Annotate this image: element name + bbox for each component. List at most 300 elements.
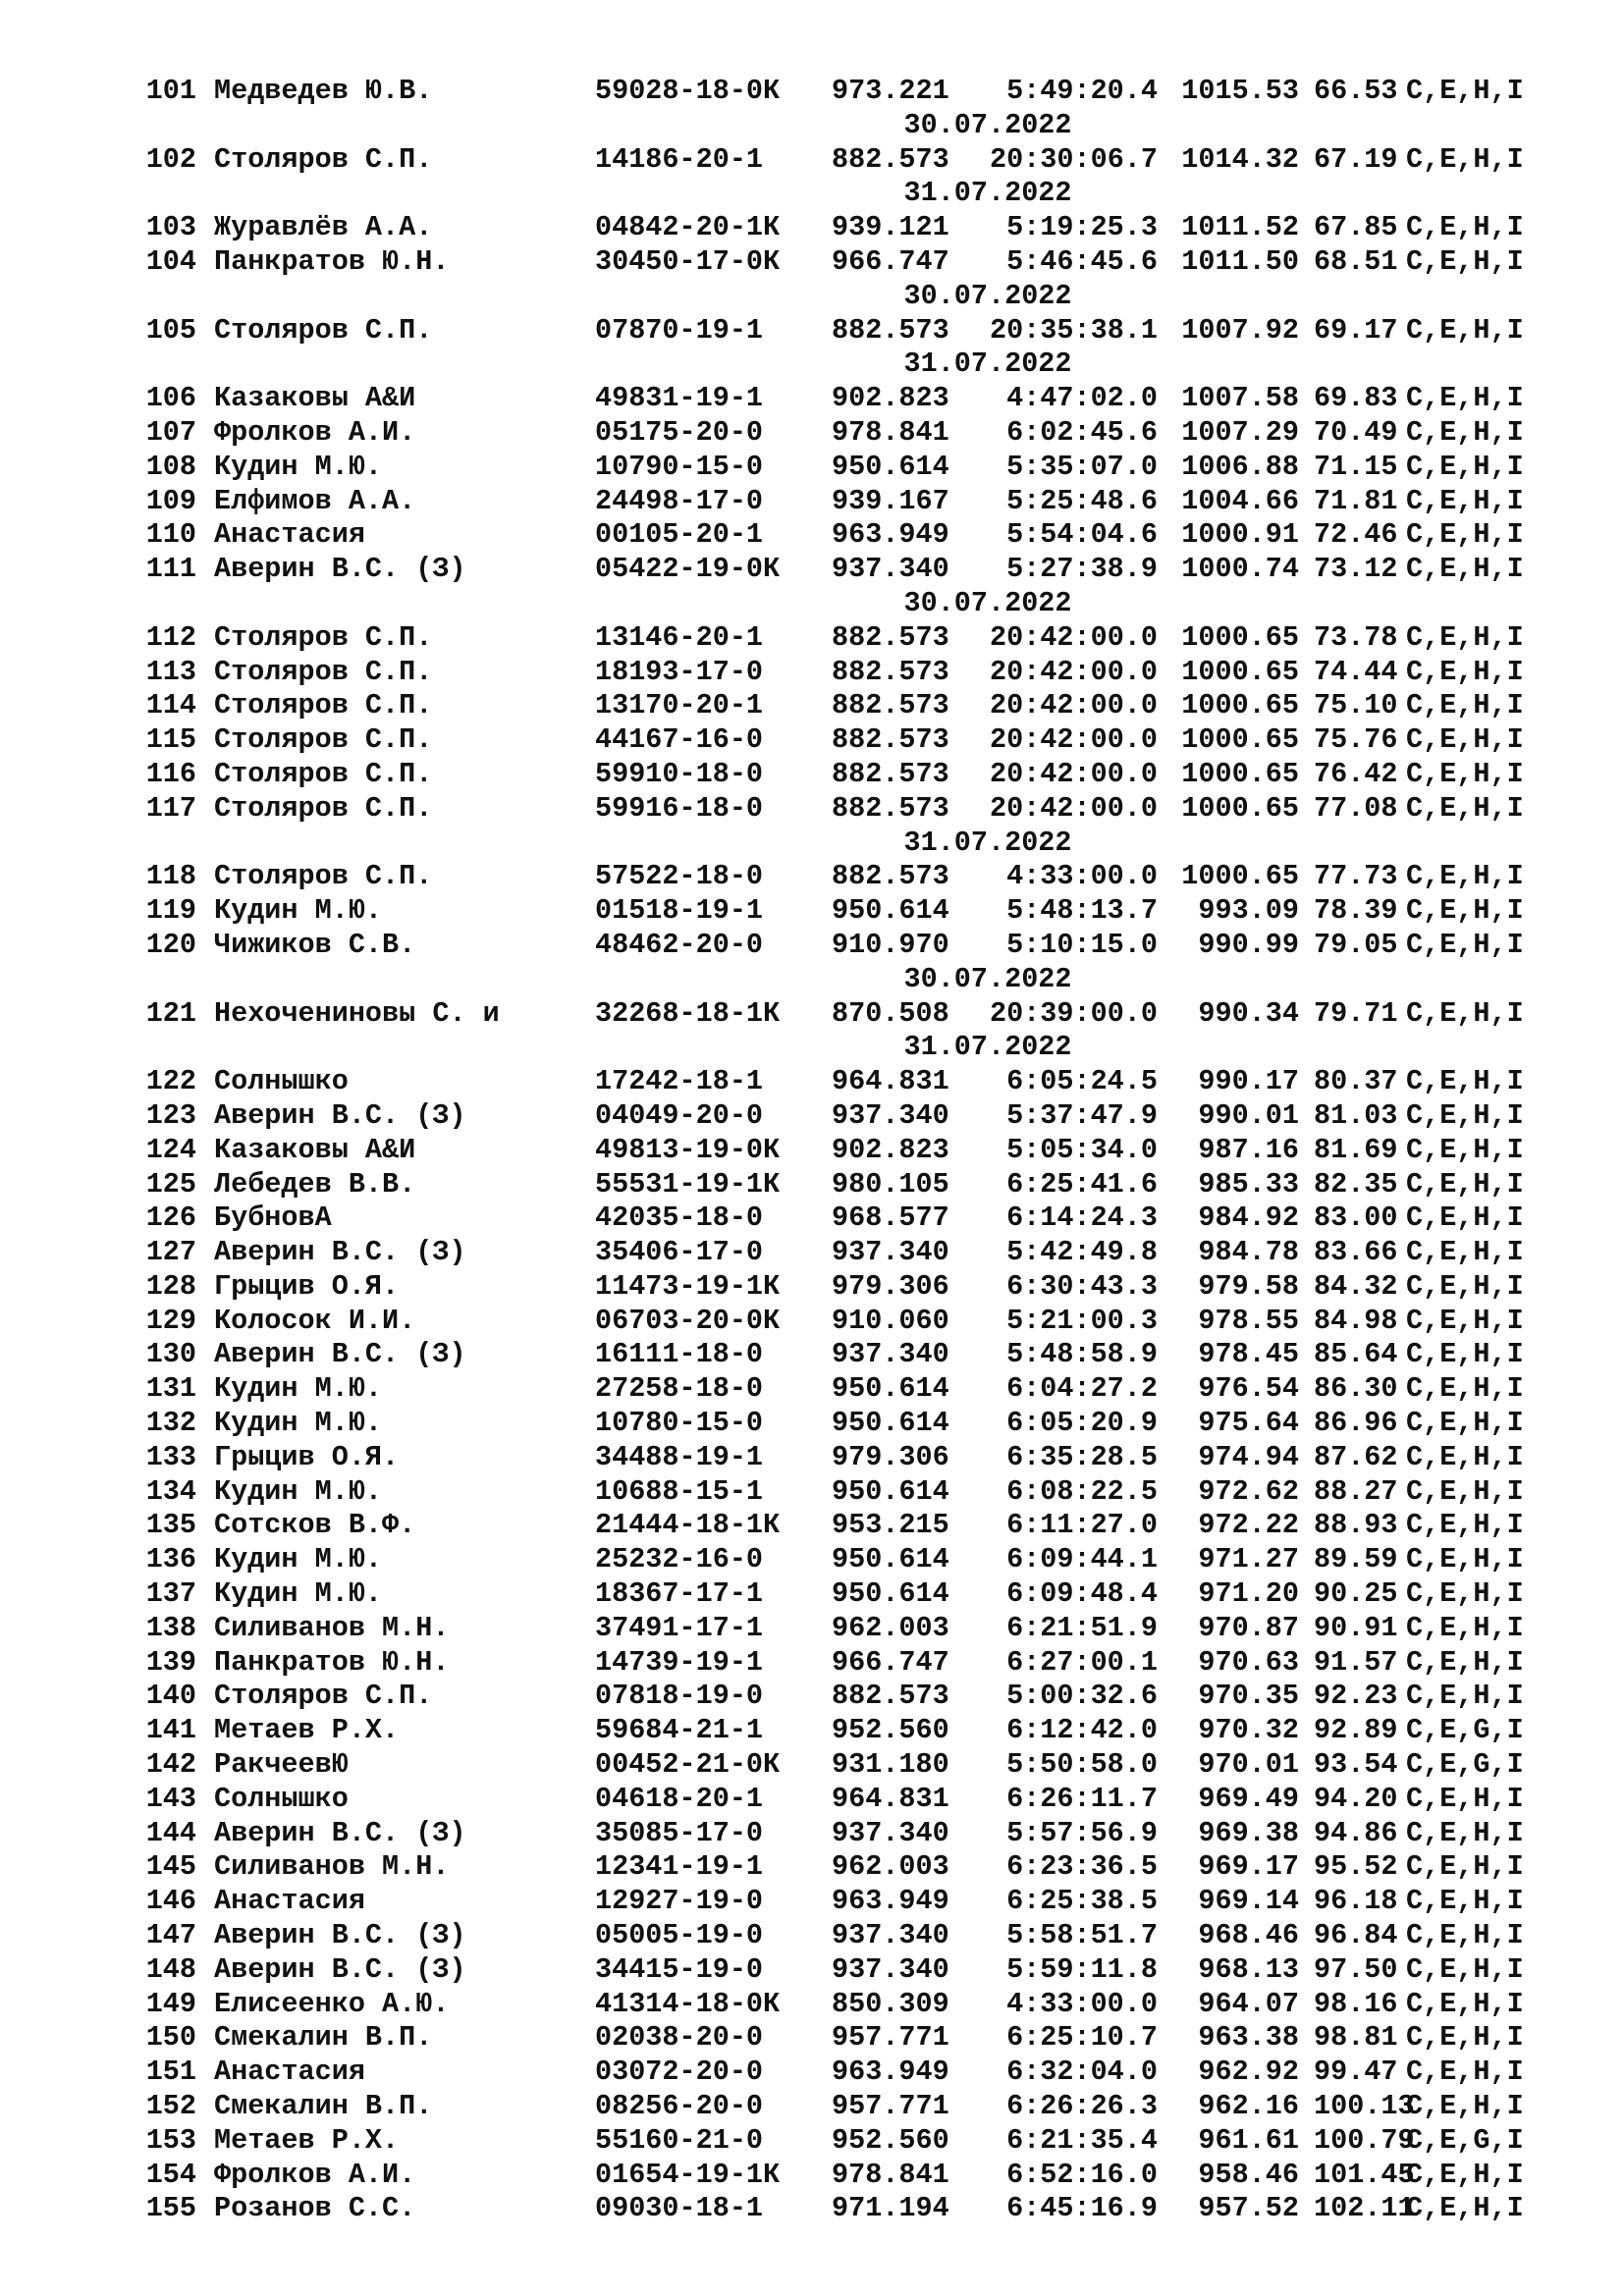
distance: 979.306 bbox=[832, 1269, 949, 1303]
coefficient: 76.42 bbox=[1314, 757, 1398, 790]
result-row bbox=[0, 1168, 1624, 1202]
date-separator bbox=[0, 827, 1624, 861]
category-codes: C,E,G,I bbox=[1406, 1714, 1524, 1747]
arrival-time: 6:12:42.0 bbox=[1006, 1714, 1158, 1747]
distance: 937.340 bbox=[832, 553, 949, 586]
coefficient: 90.91 bbox=[1314, 1611, 1398, 1644]
arrival-time: 5:35:07.0 bbox=[1006, 450, 1158, 483]
coefficient: 86.96 bbox=[1314, 1407, 1398, 1440]
speed: 969.49 bbox=[1198, 1782, 1299, 1815]
result-row bbox=[0, 758, 1624, 792]
coefficient: 100.79 bbox=[1314, 2123, 1415, 2157]
arrival-time: 6:05:24.5 bbox=[1006, 1065, 1158, 1098]
fancier-name: Аверин В.С. (З) bbox=[214, 1952, 466, 1986]
ring-number: 01654-19-1К bbox=[595, 2158, 781, 2191]
fancier-name: Кудин М.Ю. bbox=[214, 1543, 383, 1576]
speed: 968.13 bbox=[1198, 1952, 1299, 1986]
date-label: 30.07.2022 bbox=[903, 108, 1072, 141]
arrival-time: 6:26:26.3 bbox=[1006, 2090, 1158, 2123]
ring-number: 01518-19-1 bbox=[595, 894, 764, 928]
speed: 990.01 bbox=[1198, 1098, 1299, 1132]
distance: 971.194 bbox=[832, 2192, 949, 2225]
ring-number: 04618-20-1 bbox=[595, 1782, 764, 1815]
result-row bbox=[0, 2192, 1624, 2226]
distance: 962.003 bbox=[832, 1611, 949, 1644]
result-row bbox=[0, 1680, 1624, 1714]
row-number: 137 bbox=[145, 1577, 196, 1611]
result-row bbox=[0, 894, 1624, 929]
arrival-time: 6:11:27.0 bbox=[1006, 1509, 1158, 1542]
result-row bbox=[0, 314, 1624, 348]
speed: 1007.58 bbox=[1181, 382, 1299, 415]
ring-number: 35085-17-0 bbox=[595, 1816, 764, 1849]
ring-number: 12927-19-0 bbox=[595, 1885, 764, 1918]
row-number: 148 bbox=[145, 1952, 196, 1986]
distance: 950.614 bbox=[832, 1474, 949, 1508]
ring-number: 10780-15-0 bbox=[595, 1407, 764, 1440]
fancier-name: Кудин М.Ю. bbox=[214, 1577, 383, 1611]
fancier-name: Кудин М.Ю. bbox=[214, 894, 383, 928]
category-codes: C,E,H,I bbox=[1406, 1645, 1524, 1679]
result-row bbox=[0, 1305, 1624, 1339]
coefficient: 87.62 bbox=[1314, 1440, 1398, 1473]
distance: 937.340 bbox=[832, 1816, 949, 1849]
coefficient: 68.51 bbox=[1314, 244, 1398, 278]
date-separator bbox=[0, 587, 1624, 621]
result-row bbox=[0, 723, 1624, 758]
ring-number: 18367-17-1 bbox=[595, 1577, 764, 1611]
speed: 978.55 bbox=[1198, 1304, 1299, 1337]
row-number: 141 bbox=[145, 1714, 196, 1747]
result-row bbox=[0, 75, 1624, 109]
result-row bbox=[0, 1201, 1624, 1236]
coefficient: 67.85 bbox=[1314, 211, 1398, 244]
result-row bbox=[0, 1372, 1624, 1407]
fancier-name: Фролков А.И. bbox=[214, 2158, 416, 2191]
coefficient: 66.53 bbox=[1314, 75, 1398, 107]
ring-number: 03072-20-0 bbox=[595, 2056, 764, 2089]
row-number: 131 bbox=[145, 1372, 196, 1406]
category-codes: C,E,H,I bbox=[1406, 1236, 1524, 1269]
speed: 969.17 bbox=[1198, 1850, 1299, 1884]
coefficient: 71.15 bbox=[1314, 450, 1398, 483]
category-codes: C,E,H,I bbox=[1406, 1098, 1524, 1132]
arrival-time: 6:30:43.3 bbox=[1006, 1269, 1158, 1303]
speed: 969.14 bbox=[1198, 1885, 1299, 1918]
date-separator bbox=[0, 347, 1624, 382]
speed: 1011.52 bbox=[1181, 211, 1299, 244]
row-number: 146 bbox=[145, 1885, 196, 1918]
arrival-time: 20:35:38.1 bbox=[989, 313, 1158, 347]
row-number: 123 bbox=[145, 1098, 196, 1132]
result-row bbox=[0, 1270, 1624, 1305]
distance: 950.614 bbox=[832, 1407, 949, 1440]
coefficient: 73.12 bbox=[1314, 553, 1398, 586]
category-codes: C,E,H,I bbox=[1406, 211, 1524, 244]
row-number: 139 bbox=[145, 1645, 196, 1679]
arrival-time: 6:14:24.3 bbox=[1006, 1201, 1158, 1235]
category-codes: C,E,H,I bbox=[1406, 518, 1524, 552]
ring-number: 13170-20-1 bbox=[595, 689, 764, 722]
distance: 937.340 bbox=[832, 1952, 949, 1986]
fancier-name: Столяров С.П. bbox=[214, 689, 433, 722]
row-number: 116 bbox=[145, 757, 196, 790]
coefficient: 79.71 bbox=[1314, 996, 1398, 1030]
coefficient: 95.52 bbox=[1314, 1850, 1398, 1884]
distance: 966.747 bbox=[832, 1645, 949, 1679]
row-number: 128 bbox=[145, 1269, 196, 1303]
row-number: 151 bbox=[145, 2056, 196, 2089]
row-number: 152 bbox=[145, 2090, 196, 2123]
coefficient: 72.46 bbox=[1314, 518, 1398, 552]
category-codes: C,E,H,I bbox=[1406, 1850, 1524, 1884]
fancier-name: Столяров С.П. bbox=[214, 860, 433, 893]
arrival-time: 6:25:38.5 bbox=[1006, 1885, 1158, 1918]
speed: 1000.65 bbox=[1181, 757, 1299, 790]
row-number: 154 bbox=[145, 2158, 196, 2191]
speed: 1000.65 bbox=[1181, 689, 1299, 722]
speed: 993.09 bbox=[1198, 894, 1299, 928]
fancier-name: Медведев Ю.В. bbox=[214, 75, 433, 107]
speed: 970.35 bbox=[1198, 1680, 1299, 1713]
arrival-time: 4:33:00.0 bbox=[1006, 1987, 1158, 2020]
coefficient: 84.32 bbox=[1314, 1269, 1398, 1303]
distance: 882.573 bbox=[832, 620, 949, 654]
speed: 971.20 bbox=[1198, 1577, 1299, 1611]
distance: 952.560 bbox=[832, 2123, 949, 2157]
distance: 950.614 bbox=[832, 450, 949, 483]
category-codes: C,E,H,I bbox=[1406, 1987, 1524, 2020]
coefficient: 77.73 bbox=[1314, 860, 1398, 893]
row-number: 153 bbox=[145, 2123, 196, 2157]
category-codes: C,E,H,I bbox=[1406, 860, 1524, 893]
distance: 939.167 bbox=[832, 484, 949, 517]
arrival-time: 5:46:45.6 bbox=[1006, 244, 1158, 278]
category-codes: C,E,H,I bbox=[1406, 382, 1524, 415]
speed: 984.78 bbox=[1198, 1236, 1299, 1269]
row-number: 105 bbox=[145, 313, 196, 347]
speed: 970.01 bbox=[1198, 1748, 1299, 1782]
distance: 882.573 bbox=[832, 860, 949, 893]
category-codes: C,E,H,I bbox=[1406, 142, 1524, 176]
distance: 952.560 bbox=[832, 1714, 949, 1747]
distance: 882.573 bbox=[832, 689, 949, 722]
category-codes: C,E,H,I bbox=[1406, 620, 1524, 654]
distance: 870.508 bbox=[832, 996, 949, 1030]
distance: 964.831 bbox=[832, 1782, 949, 1815]
row-number: 117 bbox=[145, 791, 196, 825]
coefficient: 73.78 bbox=[1314, 620, 1398, 654]
fancier-name: Аверин В.С. (З) bbox=[214, 1816, 466, 1849]
arrival-time: 6:04:27.2 bbox=[1006, 1372, 1158, 1406]
speed: 987.16 bbox=[1198, 1133, 1299, 1166]
result-row bbox=[0, 997, 1624, 1032]
result-row bbox=[0, 1236, 1624, 1270]
speed: 978.45 bbox=[1198, 1338, 1299, 1371]
row-number: 133 bbox=[145, 1440, 196, 1473]
fancier-name: Елисеенко А.Ю. bbox=[214, 1987, 450, 2020]
category-codes: C,E,H,I bbox=[1406, 313, 1524, 347]
category-codes: C,E,H,I bbox=[1406, 2090, 1524, 2123]
row-number: 135 bbox=[145, 1509, 196, 1542]
speed: 970.32 bbox=[1198, 1714, 1299, 1747]
distance: 957.771 bbox=[832, 2021, 949, 2055]
distance: 939.121 bbox=[832, 211, 949, 244]
distance: 902.823 bbox=[832, 382, 949, 415]
arrival-time: 5:21:00.3 bbox=[1006, 1304, 1158, 1337]
ring-number: 25232-16-0 bbox=[595, 1543, 764, 1576]
category-codes: C,E,H,I bbox=[1406, 1611, 1524, 1644]
fancier-name: Смекалин В.П. bbox=[214, 2021, 433, 2055]
row-number: 112 bbox=[145, 620, 196, 654]
arrival-time: 6:05:20.9 bbox=[1006, 1407, 1158, 1440]
distance: 910.060 bbox=[832, 1304, 949, 1337]
coefficient: 77.08 bbox=[1314, 791, 1398, 825]
ring-number: 37491-17-1 bbox=[595, 1611, 764, 1644]
arrival-time: 5:58:51.7 bbox=[1006, 1919, 1158, 1952]
result-row bbox=[0, 1850, 1624, 1885]
arrival-time: 5:27:38.9 bbox=[1006, 553, 1158, 586]
fancier-name: Казаковы А&И bbox=[214, 382, 416, 415]
ring-number: 07818-19-0 bbox=[595, 1680, 764, 1713]
category-codes: C,E,H,I bbox=[1406, 75, 1524, 107]
speed: 970.63 bbox=[1198, 1645, 1299, 1679]
fancier-name: Кудин М.Ю. bbox=[214, 450, 383, 483]
ring-number: 08256-20-0 bbox=[595, 2090, 764, 2123]
fancier-name: Грыцив О.Я. bbox=[214, 1440, 400, 1473]
coefficient: 101.45 bbox=[1314, 2158, 1415, 2191]
speed: 971.27 bbox=[1198, 1543, 1299, 1576]
fancier-name: Солнышко bbox=[214, 1782, 349, 1815]
speed: 1015.53 bbox=[1181, 75, 1299, 107]
result-row bbox=[0, 1988, 1624, 2022]
arrival-time: 5:25:48.6 bbox=[1006, 484, 1158, 517]
category-codes: C,E,H,I bbox=[1406, 1269, 1524, 1303]
category-codes: C,E,H,I bbox=[1406, 1816, 1524, 1849]
row-number: 144 bbox=[145, 1816, 196, 1849]
category-codes: C,E,H,I bbox=[1406, 1407, 1524, 1440]
ring-number: 18193-17-0 bbox=[595, 655, 764, 688]
ring-number: 04049-20-0 bbox=[595, 1098, 764, 1132]
ring-number: 42035-18-0 bbox=[595, 1201, 764, 1235]
speed: 979.58 bbox=[1198, 1269, 1299, 1303]
speed: 1000.65 bbox=[1181, 791, 1299, 825]
result-row bbox=[0, 1577, 1624, 1612]
arrival-time: 20:42:00.0 bbox=[989, 620, 1158, 654]
speed: 984.92 bbox=[1198, 1201, 1299, 1235]
coefficient: 92.23 bbox=[1314, 1680, 1398, 1713]
coefficient: 69.17 bbox=[1314, 313, 1398, 347]
speed: 1000.74 bbox=[1181, 553, 1299, 586]
category-codes: C,E,H,I bbox=[1406, 723, 1524, 757]
distance: 882.573 bbox=[832, 723, 949, 757]
fancier-name: Чижиков С.В. bbox=[214, 928, 416, 961]
result-row bbox=[0, 2021, 1624, 2056]
row-number: 124 bbox=[145, 1133, 196, 1166]
arrival-time: 5:37:47.9 bbox=[1006, 1098, 1158, 1132]
fancier-name: Кудин М.Ю. bbox=[214, 1407, 383, 1440]
coefficient: 84.98 bbox=[1314, 1304, 1398, 1337]
result-row bbox=[0, 485, 1624, 519]
date-separator bbox=[0, 280, 1624, 314]
ring-number: 35406-17-0 bbox=[595, 1236, 764, 1269]
row-number: 107 bbox=[145, 415, 196, 449]
distance: 950.614 bbox=[832, 894, 949, 928]
distance: 950.614 bbox=[832, 1372, 949, 1406]
arrival-time: 6:21:51.9 bbox=[1006, 1611, 1158, 1644]
fancier-name: Силиванов М.Н. bbox=[214, 1850, 450, 1884]
fancier-name: БубновА bbox=[214, 1201, 332, 1235]
ring-number: 49813-19-0К bbox=[595, 1133, 781, 1166]
category-codes: C,E,G,I bbox=[1406, 1748, 1524, 1782]
fancier-name: Грыцив О.Я. bbox=[214, 1269, 400, 1303]
distance: 966.747 bbox=[832, 244, 949, 278]
result-row bbox=[0, 1543, 1624, 1577]
speed: 1000.65 bbox=[1181, 655, 1299, 688]
speed: 964.07 bbox=[1198, 1987, 1299, 2020]
category-codes: C,E,H,I bbox=[1406, 2056, 1524, 2089]
coefficient: 83.66 bbox=[1314, 1236, 1398, 1269]
distance: 937.340 bbox=[832, 1338, 949, 1371]
fancier-name: РакчеевЮ bbox=[214, 1748, 349, 1782]
category-codes: C,E,H,I bbox=[1406, 484, 1524, 517]
result-row bbox=[0, 1065, 1624, 1099]
category-codes: C,E,H,I bbox=[1406, 928, 1524, 961]
result-row bbox=[0, 1099, 1624, 1134]
ring-number: 32268-18-1К bbox=[595, 996, 781, 1030]
speed: 1007.92 bbox=[1181, 313, 1299, 347]
arrival-time: 20:30:06.7 bbox=[989, 142, 1158, 176]
date-label: 30.07.2022 bbox=[903, 586, 1072, 619]
category-codes: C,E,H,I bbox=[1406, 1782, 1524, 1815]
result-row bbox=[0, 2090, 1624, 2124]
arrival-time: 5:48:13.7 bbox=[1006, 894, 1158, 928]
ring-number: 10790-15-0 bbox=[595, 450, 764, 483]
arrival-time: 6:26:11.7 bbox=[1006, 1782, 1158, 1815]
ring-number: 17242-18-1 bbox=[595, 1065, 764, 1098]
row-number: 101 bbox=[145, 75, 196, 107]
distance: 979.306 bbox=[832, 1440, 949, 1473]
distance: 964.831 bbox=[832, 1065, 949, 1098]
coefficient: 71.81 bbox=[1314, 484, 1398, 517]
arrival-time: 5:48:58.9 bbox=[1006, 1338, 1158, 1371]
arrival-time: 5:00:32.6 bbox=[1006, 1680, 1158, 1713]
category-codes: C,E,H,I bbox=[1406, 450, 1524, 483]
coefficient: 96.18 bbox=[1314, 1885, 1398, 1918]
row-number: 136 bbox=[145, 1543, 196, 1576]
distance: 950.614 bbox=[832, 1543, 949, 1576]
fancier-name: Казаковы А&И bbox=[214, 1133, 416, 1166]
distance: 931.180 bbox=[832, 1748, 949, 1782]
arrival-time: 6:27:00.1 bbox=[1006, 1645, 1158, 1679]
fancier-name: Панкратов Ю.Н. bbox=[214, 244, 450, 278]
result-row bbox=[0, 1134, 1624, 1168]
arrival-time: 6:23:36.5 bbox=[1006, 1850, 1158, 1884]
arrival-time: 5:54:04.6 bbox=[1006, 518, 1158, 552]
category-codes: C,E,H,I bbox=[1406, 1919, 1524, 1952]
speed: 974.94 bbox=[1198, 1440, 1299, 1473]
date-label: 30.07.2022 bbox=[903, 962, 1072, 995]
speed: 976.54 bbox=[1198, 1372, 1299, 1406]
fancier-name: Аверин В.С. (З) bbox=[214, 1919, 466, 1952]
coefficient: 85.64 bbox=[1314, 1338, 1398, 1371]
ring-number: 59028-18-0К bbox=[595, 75, 781, 107]
distance: 962.003 bbox=[832, 1850, 949, 1884]
coefficient: 81.03 bbox=[1314, 1098, 1398, 1132]
speed: 1000.65 bbox=[1181, 723, 1299, 757]
ring-number: 41314-18-0К bbox=[595, 1987, 781, 2020]
ring-number: 05175-20-0 bbox=[595, 415, 764, 449]
fancier-name: Столяров С.П. bbox=[214, 313, 433, 347]
fancier-name: Аверин В.С. (З) bbox=[214, 553, 466, 586]
row-number: 129 bbox=[145, 1304, 196, 1337]
distance: 882.573 bbox=[832, 1680, 949, 1713]
coefficient: 75.10 bbox=[1314, 689, 1398, 722]
ring-number: 04842-20-1К bbox=[595, 211, 781, 244]
coefficient: 78.39 bbox=[1314, 894, 1398, 928]
result-row bbox=[0, 1338, 1624, 1372]
row-number: 114 bbox=[145, 689, 196, 722]
fancier-name: Аверин В.С. (З) bbox=[214, 1338, 466, 1371]
coefficient: 90.25 bbox=[1314, 1577, 1398, 1611]
row-number: 132 bbox=[145, 1407, 196, 1440]
category-codes: C,E,H,I bbox=[1406, 1509, 1524, 1542]
result-row bbox=[0, 1475, 1624, 1510]
speed: 963.38 bbox=[1198, 2021, 1299, 2055]
result-row bbox=[0, 1919, 1624, 1953]
coefficient: 88.27 bbox=[1314, 1474, 1398, 1508]
distance: 850.309 bbox=[832, 1987, 949, 2020]
row-number: 102 bbox=[145, 142, 196, 176]
category-codes: C,E,H,I bbox=[1406, 689, 1524, 722]
arrival-time: 6:02:45.6 bbox=[1006, 415, 1158, 449]
ring-number: 16111-18-0 bbox=[595, 1338, 764, 1371]
fancier-name: Сотсков В.Ф. bbox=[214, 1509, 416, 1542]
category-codes: C,E,H,I bbox=[1406, 655, 1524, 688]
result-row bbox=[0, 1407, 1624, 1441]
fancier-name: Кудин М.Ю. bbox=[214, 1474, 383, 1508]
fancier-name: Солнышко bbox=[214, 1065, 349, 1098]
row-number: 106 bbox=[145, 382, 196, 415]
coefficient: 79.05 bbox=[1314, 928, 1398, 961]
result-row bbox=[0, 245, 1624, 280]
ring-number: 34415-19-0 bbox=[595, 1952, 764, 1986]
coefficient: 98.16 bbox=[1314, 1987, 1398, 2020]
date-label: 31.07.2022 bbox=[903, 177, 1072, 210]
fancier-name: Нехочениновы С. и bbox=[214, 996, 500, 1030]
category-codes: C,E,H,I bbox=[1406, 1338, 1524, 1371]
date-separator bbox=[0, 109, 1624, 143]
category-codes: C,E,H,I bbox=[1406, 1167, 1524, 1201]
arrival-time: 5:10:15.0 bbox=[1006, 928, 1158, 961]
result-row bbox=[0, 451, 1624, 485]
result-row bbox=[0, 143, 1624, 178]
speed: 1014.32 bbox=[1181, 142, 1299, 176]
speed: 962.16 bbox=[1198, 2090, 1299, 2123]
ring-number: 02038-20-0 bbox=[595, 2021, 764, 2055]
speed: 1006.88 bbox=[1181, 450, 1299, 483]
ring-number: 14186-20-1 bbox=[595, 142, 764, 176]
coefficient: 74.44 bbox=[1314, 655, 1398, 688]
arrival-time: 6:32:04.0 bbox=[1006, 2056, 1158, 2089]
distance: 910.970 bbox=[832, 928, 949, 961]
speed: 985.33 bbox=[1198, 1167, 1299, 1201]
result-row bbox=[0, 553, 1624, 587]
row-number: 150 bbox=[145, 2021, 196, 2055]
coefficient: 94.20 bbox=[1314, 1782, 1398, 1815]
row-number: 149 bbox=[145, 1987, 196, 2020]
ring-number: 13146-20-1 bbox=[595, 620, 764, 654]
